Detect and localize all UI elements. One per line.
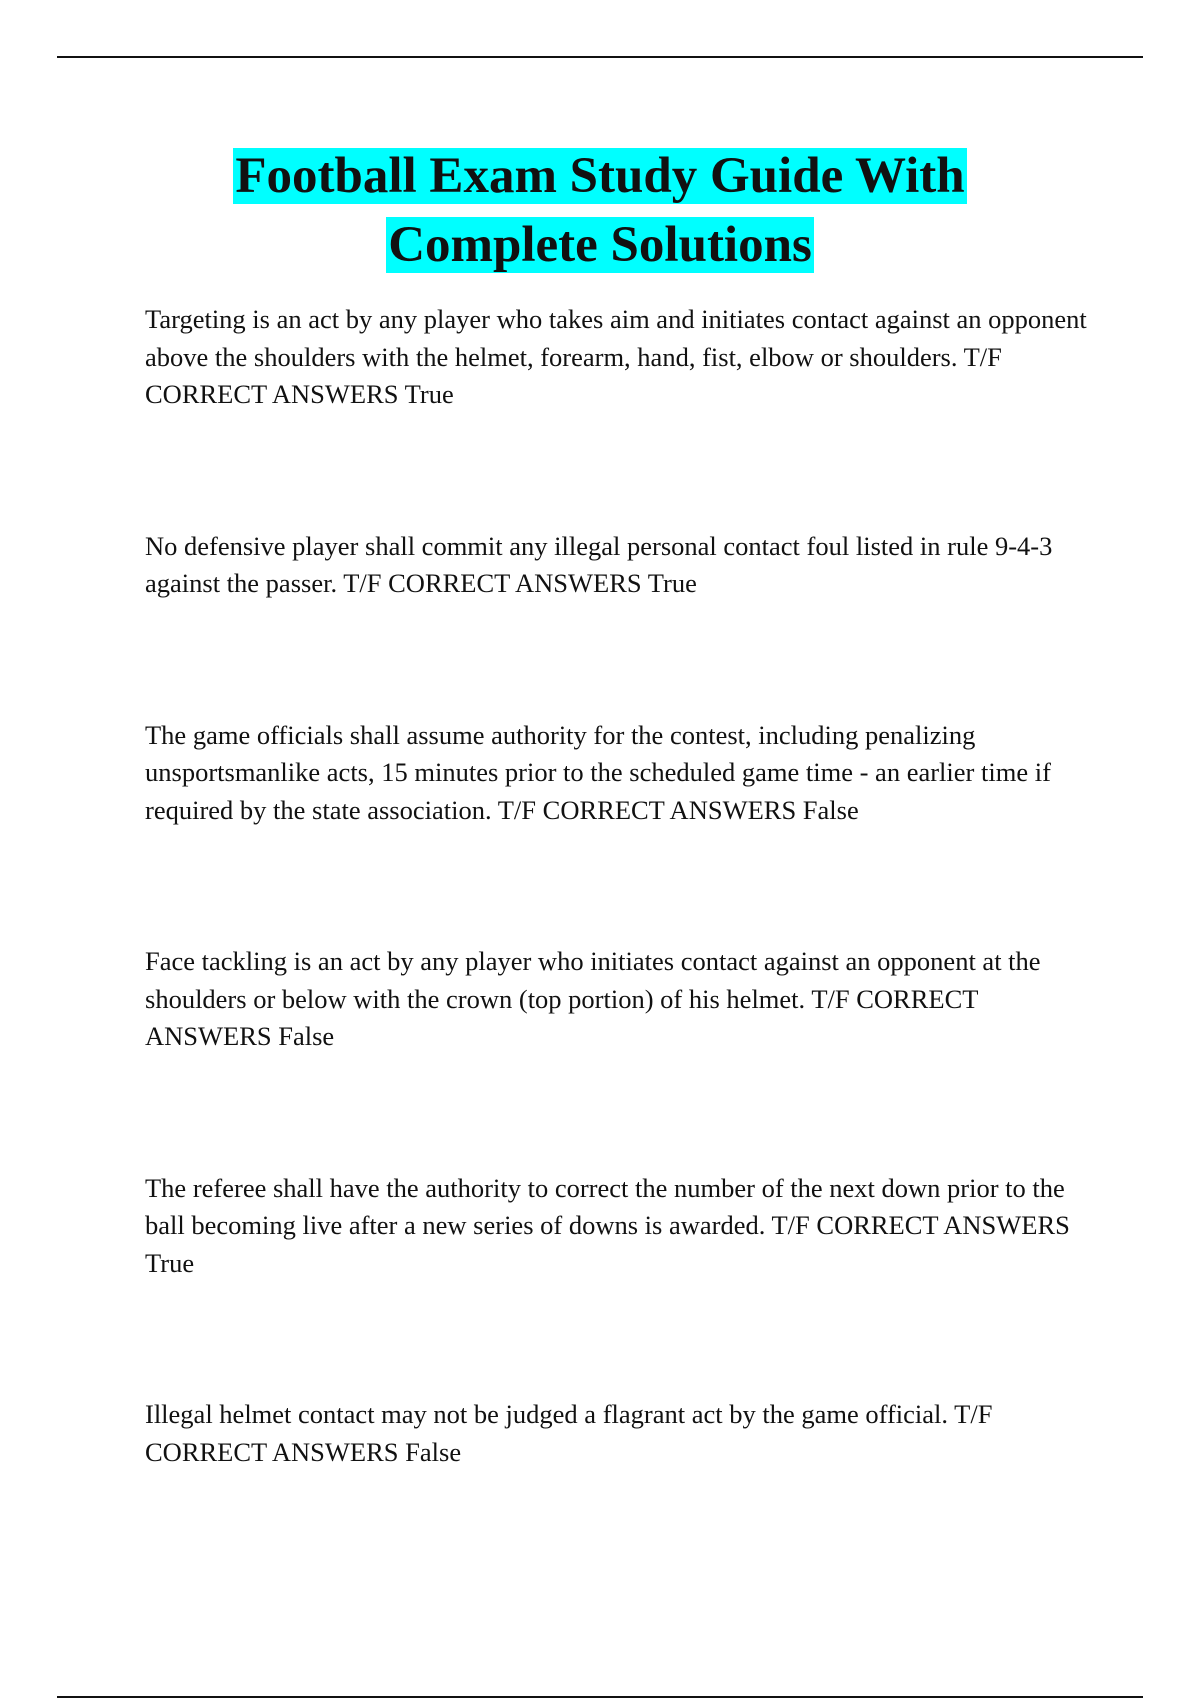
question-text: Face tackling is an act by any player who initiates contact against an opponent at the shoulders or below with the crown (top portion) of his helmet. T/F CORRECT ANSWERS False — [145, 946, 1041, 1051]
question-text: No defensive player shall commit any illegal personal contact foul listed in rule 9-4-3 against the passer. T/F CORRECT ANSWERS True — [145, 530, 1053, 598]
title-line-1: Football Exam Study Guide With — [235, 148, 965, 204]
question-item — [145, 1170, 1095, 1283]
footer-rule — [57, 1696, 1143, 1698]
question-text: Targeting is an act by any player who takes aim and initiates contact against an opponent above the shoulders with the helmet, forearm, hand, fist, elbow or shoulders. T/F CORRECT ANSWERS True — [145, 304, 1087, 409]
title-line-2: Complete Solutions — [388, 217, 812, 273]
question-item — [145, 717, 1095, 830]
question-list — [145, 301, 1095, 1585]
question-text: Illegal helmet contact may not be judged a flagrant act by the game official. T/F CORRECT ANSWERS False — [145, 1399, 993, 1467]
question-text: The referee shall have the authority to correct the number of the next down prior to the ball becoming live after a new series of downs is awarded. T/F CORRECT ANSWERS True — [145, 1172, 1070, 1278]
question-item — [145, 528, 1095, 603]
question-item — [145, 943, 1095, 1056]
question-item — [145, 1396, 1095, 1471]
page-title — [0, 142, 1200, 280]
question-text: The game officials shall assume authority for the contest, including penalizing unsportsmanlike acts, 15 minutes prior to the scheduled game time - an earlier time if required by the state association. T/F CORRECT ANSWERS False — [145, 719, 1051, 825]
question-item — [145, 301, 1095, 414]
header-rule — [57, 56, 1143, 58]
